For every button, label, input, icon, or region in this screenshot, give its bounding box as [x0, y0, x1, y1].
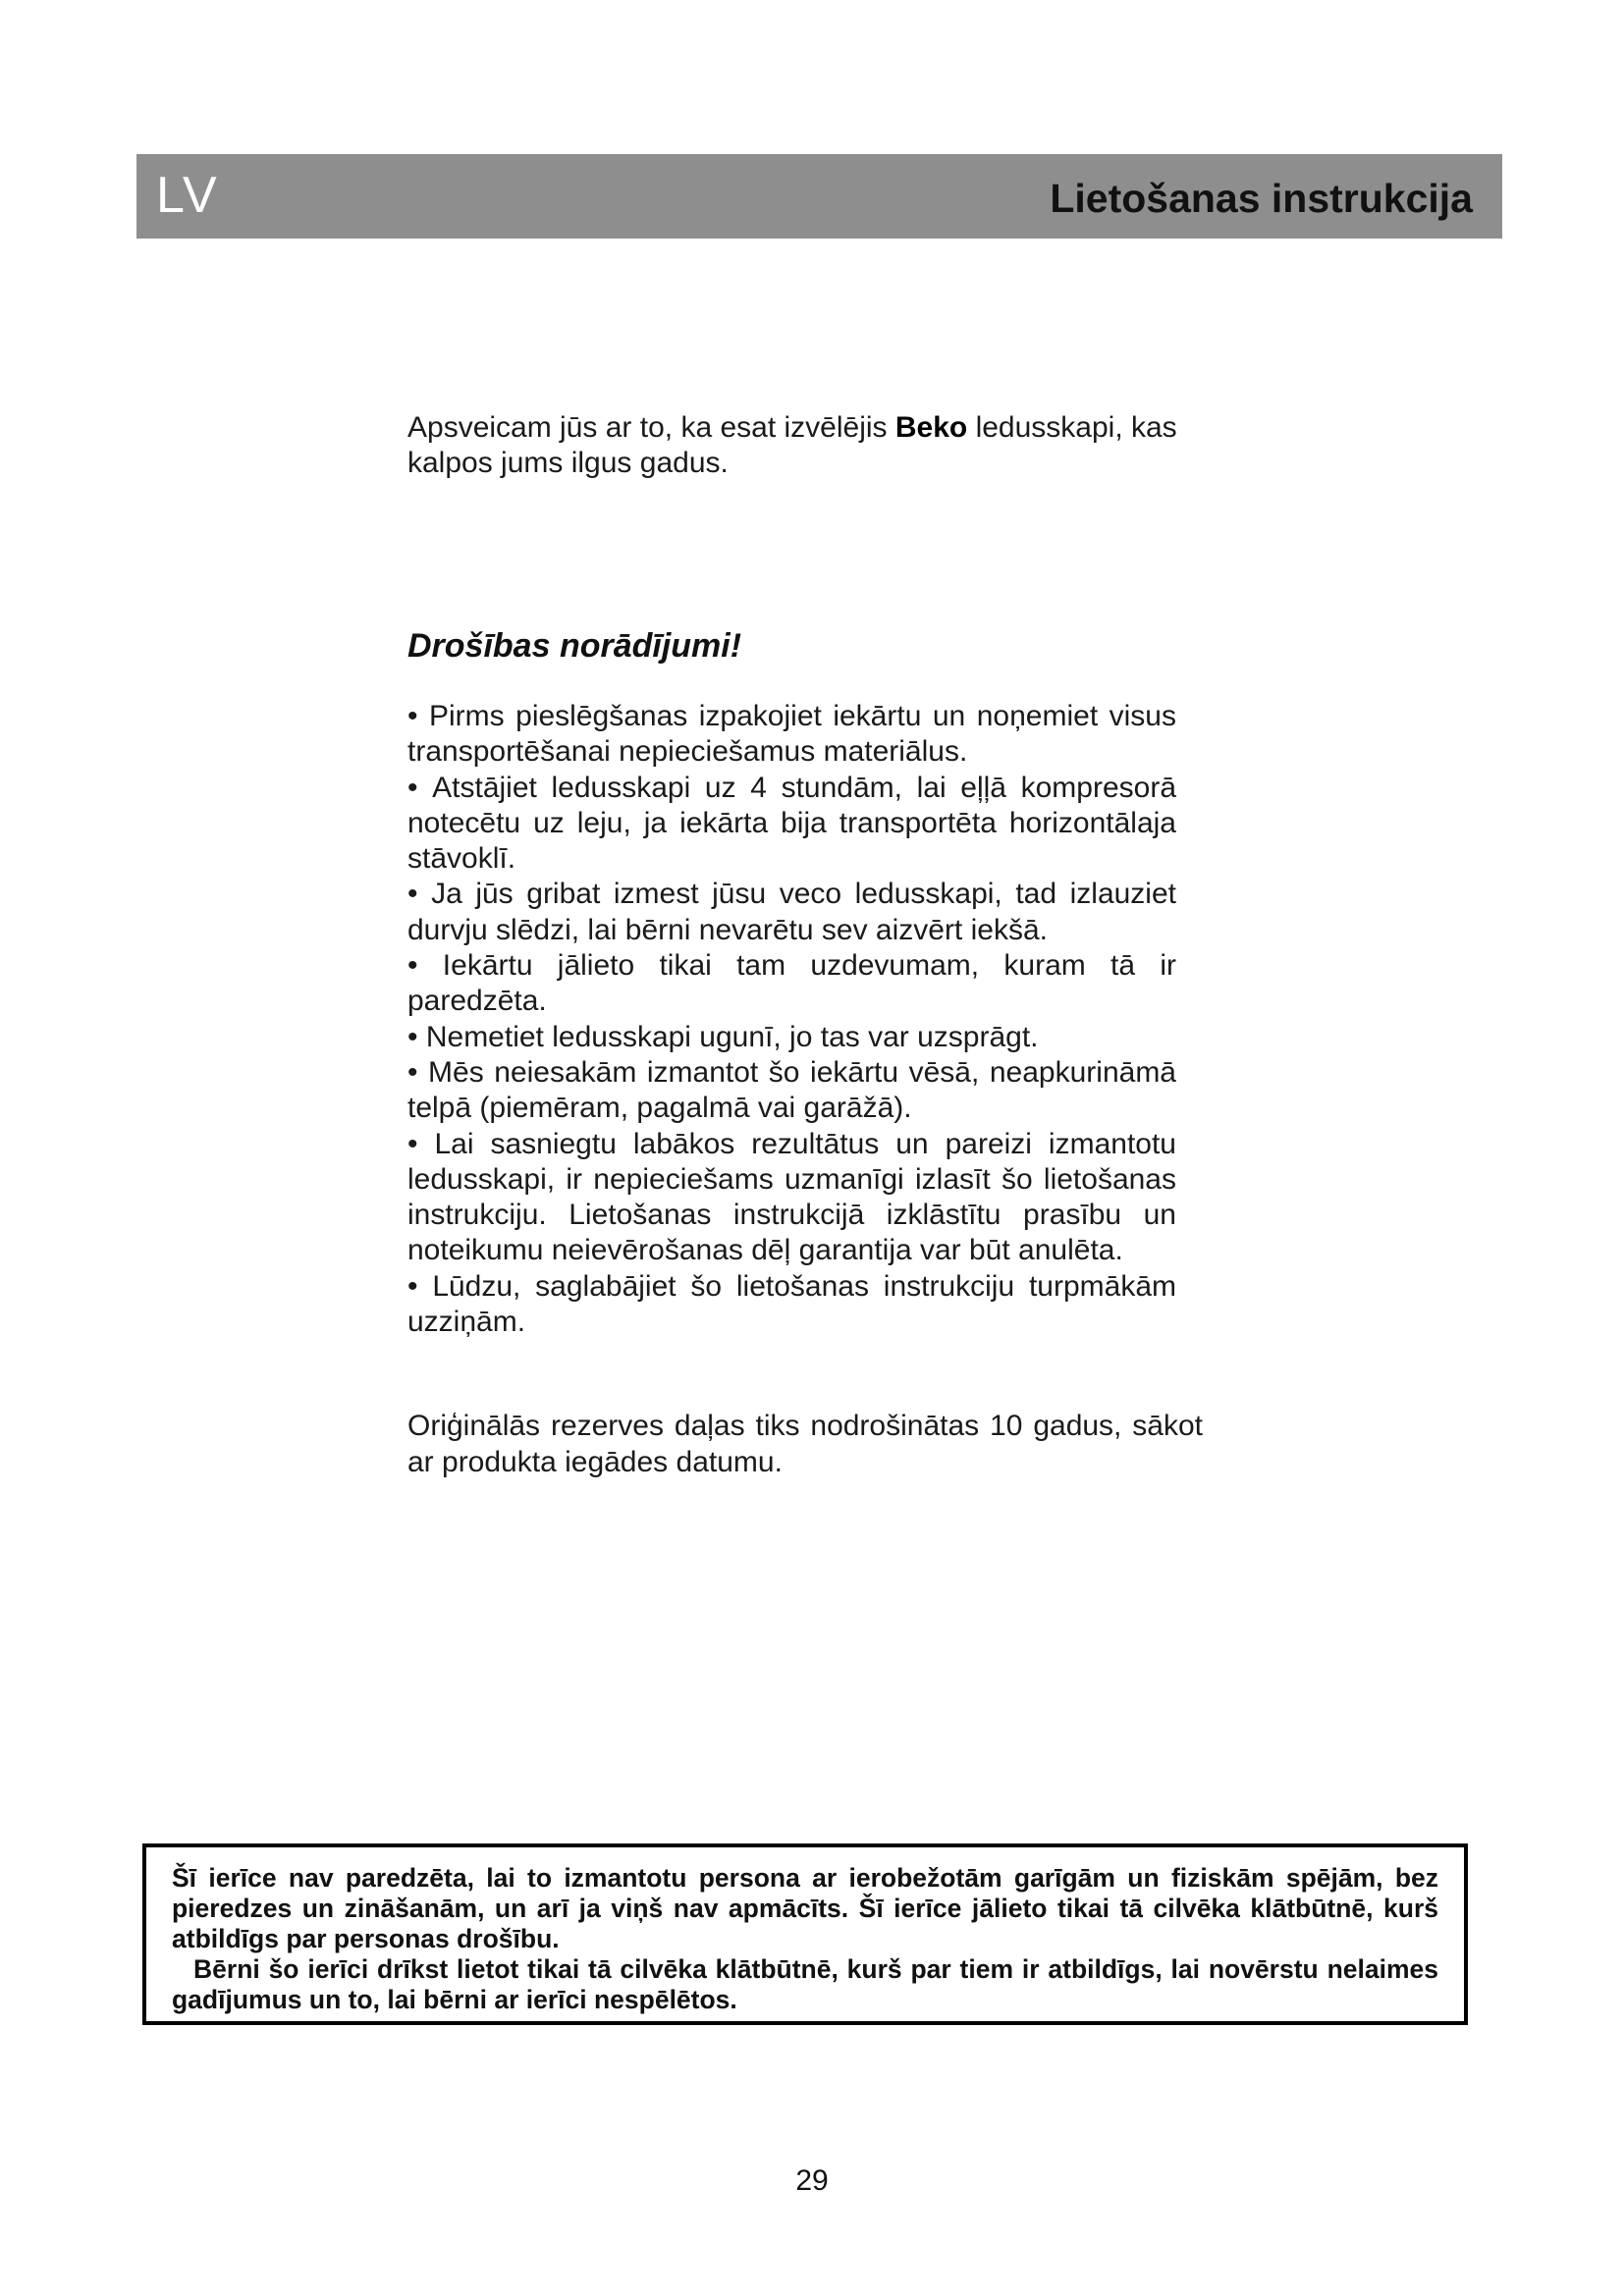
- safety-item: • Atstājiet ledusskapi uz 4 stundām, lai eļļā kompresorā notecētu uz leju, ja iekārta bija transportēta horizontālaja stāvoklī.: [407, 771, 1176, 878]
- brand-name: Beko: [894, 411, 968, 444]
- safety-list: [407, 699, 1176, 1340]
- warning-paragraph-2: Bērni šo ierīci drīkst lietot tikai tā cilvēka klātbūtnē, kurš par tiem ir atbildīgs, lai novērstu nelaimes gadījumus un to, lai bērni ar ierīci nespēlētos.: [172, 1954, 1438, 2014]
- spare-parts-note: Oriģinālās rezerves daļas tiks nodrošinātas 10 gadus, sākot ar produkta iegādes datumu.: [407, 1410, 1203, 1478]
- safety-item: • Ja jūs gribat izmest jūsu veco ledusskapi, tad izlauziet durvju slēdzi, lai bērni nevarētu sev aizvērt iekšā.: [407, 877, 1176, 948]
- safety-item: • Lūdzu, saglabājiet šo lietošanas instrukciju turpmākām uzziņām.: [407, 1269, 1176, 1341]
- intro-text-before: Apsveicam jūs ar to, ka esat izvēlējis: [407, 411, 895, 444]
- warning-paragraph-1: Šī ierīce nav paredzēta, lai to izmantotu persona ar ierobežotām garīgām un fiziskām spējām, bez pieredzes un zināšanām, un arī ja viņš nav apmācīts. Šī ierīce jālieto tikai tā cilvēka klātbūtnē, kurš atbildīgs par personas drošību.: [172, 1863, 1438, 1953]
- safety-item: • Iekārtu jālieto tikai tam uzdevumam, kuram tā ir paredzēta.: [407, 948, 1176, 1020]
- manual-title: Lietošanas instrukcija: [1050, 176, 1473, 221]
- safety-item: • Mēs neiesakām izmantot šo iekārtu vēsā, neapkurināmā telpā (piemēram, pagalmā vai garāžā).: [407, 1055, 1176, 1127]
- page-number: 29: [795, 2164, 829, 2197]
- safety-heading: Drošības norādījumi!: [407, 627, 742, 665]
- warning-box: [142, 1843, 1468, 2025]
- intro-paragraph: [407, 410, 1193, 481]
- language-code: LV: [156, 167, 219, 224]
- intro-text-after: ledusskapi, kas kalpos jums ilgus gadus.: [407, 411, 1177, 479]
- header-bar: [136, 154, 1502, 239]
- safety-item: • Lai sasniegtu labākos rezultātus un pareizi izmantotu ledusskapi, ir nepieciešams uzmanīgi izlasīt šo lietošanas instrukciju. Lietošanas instrukcijā izklāstītu prasību un noteikumu neievērošanas dēļ garantija var būt anulēta.: [407, 1127, 1176, 1269]
- safety-item: • Nemetiet ledusskapi ugunī, jo tas var uzsprāgt.: [407, 1020, 1176, 1055]
- safety-item: • Pirms pieslēgšanas izpakojiet iekārtu un noņemiet visus transportēšanai nepieciešamus materiālus.: [407, 699, 1176, 771]
